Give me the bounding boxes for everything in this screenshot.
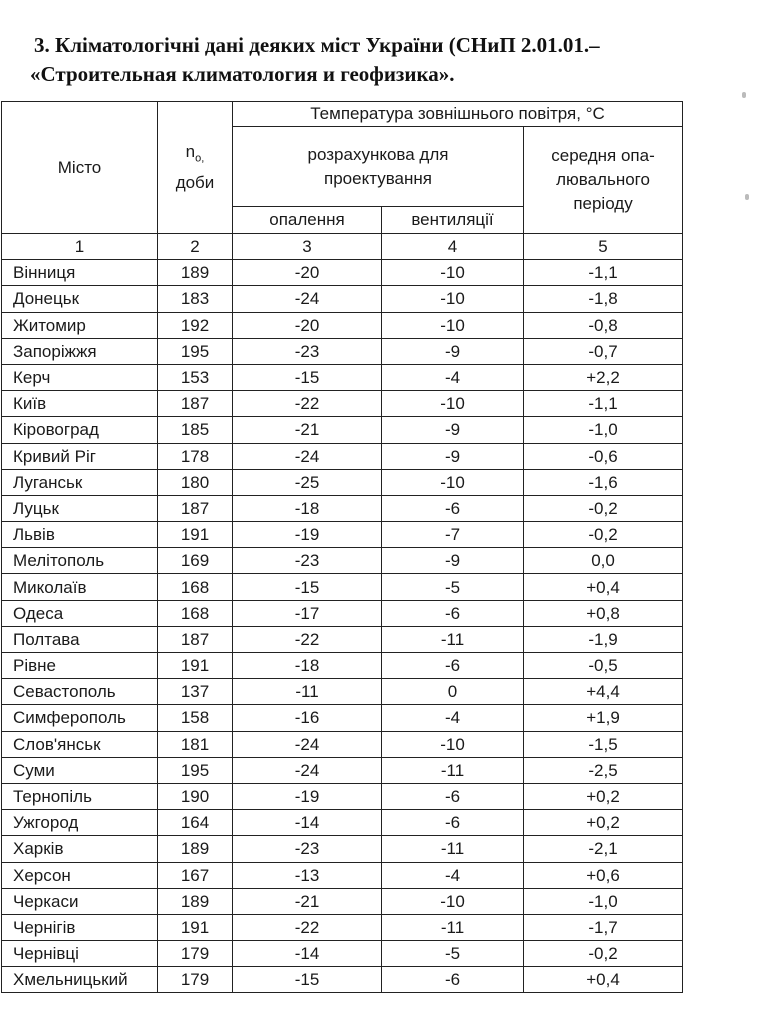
mean-temp-cell: -1,0 xyxy=(524,417,683,443)
heating-temp-cell: -14 xyxy=(233,941,382,967)
header-temperature-group: Температура зовнішнього повітря, °С xyxy=(233,102,683,127)
column-number: 1 xyxy=(2,234,158,260)
table-row xyxy=(2,522,683,548)
heating-days-cell: 164 xyxy=(158,810,233,836)
ventilation-temp-cell: -11 xyxy=(382,757,524,783)
mean-temp-cell: -0,5 xyxy=(524,653,683,679)
heating-days-cell: 191 xyxy=(158,653,233,679)
column-number: 4 xyxy=(382,234,524,260)
city-cell: Херсон xyxy=(2,862,158,888)
heating-days-cell: 190 xyxy=(158,783,233,809)
header-row-1 xyxy=(2,102,683,127)
heating-temp-cell: -11 xyxy=(233,679,382,705)
city-cell: Львів xyxy=(2,522,158,548)
ventilation-temp-cell: -10 xyxy=(382,286,524,312)
table-row xyxy=(2,836,683,862)
heating-days-cell: 195 xyxy=(158,338,233,364)
mean-temp-cell: +2,2 xyxy=(524,364,683,390)
table-row xyxy=(2,626,683,652)
document-heading xyxy=(30,31,730,89)
heating-days-cell: 169 xyxy=(158,548,233,574)
table-body xyxy=(2,102,683,993)
heating-days-cell: 179 xyxy=(158,967,233,993)
heating-temp-cell: -23 xyxy=(233,836,382,862)
climate-data-table xyxy=(1,101,683,993)
ventilation-temp-cell: -10 xyxy=(382,260,524,286)
ventilation-temp-cell: -10 xyxy=(382,469,524,495)
mean-temp-cell: +0,4 xyxy=(524,967,683,993)
heating-temp-cell: -14 xyxy=(233,810,382,836)
heating-days-cell: 180 xyxy=(158,469,233,495)
table-row xyxy=(2,443,683,469)
heating-days-cell: 167 xyxy=(158,862,233,888)
heating-temp-cell: -24 xyxy=(233,286,382,312)
heating-days-cell: 189 xyxy=(158,888,233,914)
header-days xyxy=(158,102,233,234)
heating-temp-cell: -23 xyxy=(233,338,382,364)
scan-speck xyxy=(745,194,749,200)
heating-days-cell: 168 xyxy=(158,574,233,600)
column-number: 3 xyxy=(233,234,382,260)
city-cell: Кіровоград xyxy=(2,417,158,443)
city-cell: Рівне xyxy=(2,653,158,679)
city-cell: Одеса xyxy=(2,600,158,626)
heating-days-cell: 187 xyxy=(158,626,233,652)
city-cell: Севастополь xyxy=(2,679,158,705)
table-row xyxy=(2,757,683,783)
heading-line-2: «Строительная климатология и геофизика». xyxy=(30,62,455,86)
mean-temp-cell: -1,6 xyxy=(524,469,683,495)
table-row xyxy=(2,574,683,600)
heating-temp-cell: -22 xyxy=(233,626,382,652)
scan-speck xyxy=(742,92,746,98)
mean-temp-cell: -2,5 xyxy=(524,757,683,783)
heating-temp-cell: -17 xyxy=(233,600,382,626)
column-number-row xyxy=(2,234,683,260)
mean-temp-cell: +1,9 xyxy=(524,705,683,731)
heating-days-cell: 153 xyxy=(158,364,233,390)
table-row xyxy=(2,810,683,836)
heating-temp-cell: -16 xyxy=(233,705,382,731)
mean-temp-cell: -0,2 xyxy=(524,495,683,521)
table-row xyxy=(2,679,683,705)
table-row xyxy=(2,967,683,993)
header-days-unit: доби xyxy=(175,172,215,192)
ventilation-temp-cell: -11 xyxy=(382,836,524,862)
city-cell: Чернігів xyxy=(2,914,158,940)
heating-temp-cell: -18 xyxy=(233,495,382,521)
ventilation-temp-cell: -9 xyxy=(382,417,524,443)
mean-temp-cell: -0,6 xyxy=(524,443,683,469)
table-row xyxy=(2,312,683,338)
heating-temp-cell: -25 xyxy=(233,469,382,495)
heading-line-1: 3. Кліматологічні дані деяких міст України (СНиП 2.01.01.– xyxy=(34,33,600,57)
header-ventilation: вентиляції xyxy=(382,207,524,234)
city-cell: Кривий Ріг xyxy=(2,443,158,469)
table-row xyxy=(2,260,683,286)
city-cell: Харків xyxy=(2,836,158,862)
city-cell: Тернопіль xyxy=(2,783,158,809)
city-cell: Донецьк xyxy=(2,286,158,312)
table-row xyxy=(2,495,683,521)
city-cell: Симферополь xyxy=(2,705,158,731)
ventilation-temp-cell: -5 xyxy=(382,941,524,967)
ventilation-temp-cell: -4 xyxy=(382,705,524,731)
ventilation-temp-cell: -9 xyxy=(382,338,524,364)
ventilation-temp-cell: -6 xyxy=(382,967,524,993)
heating-days-cell: 187 xyxy=(158,391,233,417)
mean-temp-cell: 0,0 xyxy=(524,548,683,574)
table-row xyxy=(2,653,683,679)
mean-temp-cell: -1,8 xyxy=(524,286,683,312)
city-cell: Луцьк xyxy=(2,495,158,521)
city-cell: Мелітополь xyxy=(2,548,158,574)
ventilation-temp-cell: -6 xyxy=(382,810,524,836)
table-row xyxy=(2,286,683,312)
ventilation-temp-cell: -4 xyxy=(382,862,524,888)
heating-temp-cell: -22 xyxy=(233,914,382,940)
table-row xyxy=(2,364,683,390)
mean-temp-cell: +0,6 xyxy=(524,862,683,888)
mean-temp-cell: -0,2 xyxy=(524,522,683,548)
heating-days-cell: 191 xyxy=(158,914,233,940)
heating-temp-cell: -13 xyxy=(233,862,382,888)
mean-temp-cell: +0,2 xyxy=(524,810,683,836)
ventilation-temp-cell: -9 xyxy=(382,443,524,469)
header-heating: опалення xyxy=(233,207,382,234)
mean-temp-cell: -2,1 xyxy=(524,836,683,862)
heating-days-cell: 185 xyxy=(158,417,233,443)
table-row xyxy=(2,914,683,940)
heating-days-cell: 189 xyxy=(158,836,233,862)
header-heating-period-mean: середня опа-лювального періоду xyxy=(524,127,683,234)
ventilation-temp-cell: -9 xyxy=(382,548,524,574)
heating-temp-cell: -21 xyxy=(233,888,382,914)
heating-days-cell: 179 xyxy=(158,941,233,967)
table-row xyxy=(2,600,683,626)
heating-temp-cell: -20 xyxy=(233,260,382,286)
city-cell: Київ xyxy=(2,391,158,417)
table-row xyxy=(2,731,683,757)
ventilation-temp-cell: -6 xyxy=(382,495,524,521)
mean-temp-cell: -0,8 xyxy=(524,312,683,338)
heating-days-cell: 137 xyxy=(158,679,233,705)
mean-temp-cell: -1,5 xyxy=(524,731,683,757)
ventilation-temp-cell: 0 xyxy=(382,679,524,705)
ventilation-temp-cell: -10 xyxy=(382,888,524,914)
mean-temp-cell: -0,2 xyxy=(524,941,683,967)
city-cell: Вінниця xyxy=(2,260,158,286)
ventilation-temp-cell: -11 xyxy=(382,626,524,652)
city-cell: Луганськ xyxy=(2,469,158,495)
city-cell: Ужгород xyxy=(2,810,158,836)
heating-days-cell: 183 xyxy=(158,286,233,312)
heating-days-cell: 195 xyxy=(158,757,233,783)
column-number: 5 xyxy=(524,234,683,260)
header-design-group: розрахункова для проектування xyxy=(233,127,524,207)
city-cell: Миколаїв xyxy=(2,574,158,600)
header-city: Місто xyxy=(2,102,158,234)
heating-temp-cell: -24 xyxy=(233,731,382,757)
city-cell: Черкаси xyxy=(2,888,158,914)
heating-temp-cell: -19 xyxy=(233,522,382,548)
ventilation-temp-cell: -10 xyxy=(382,731,524,757)
ventilation-temp-cell: -6 xyxy=(382,783,524,809)
heating-days-cell: 192 xyxy=(158,312,233,338)
table-row xyxy=(2,783,683,809)
heating-days-cell: 158 xyxy=(158,705,233,731)
table-row xyxy=(2,941,683,967)
ventilation-temp-cell: -5 xyxy=(382,574,524,600)
ventilation-temp-cell: -7 xyxy=(382,522,524,548)
heating-temp-cell: -24 xyxy=(233,757,382,783)
heating-temp-cell: -24 xyxy=(233,443,382,469)
table-row xyxy=(2,548,683,574)
table-row xyxy=(2,469,683,495)
heating-temp-cell: -15 xyxy=(233,967,382,993)
heating-temp-cell: -20 xyxy=(233,312,382,338)
heating-temp-cell: -23 xyxy=(233,548,382,574)
heating-days-cell: 189 xyxy=(158,260,233,286)
table-row xyxy=(2,888,683,914)
mean-temp-cell: -1,1 xyxy=(524,391,683,417)
heating-days-cell: 178 xyxy=(158,443,233,469)
heating-days-cell: 191 xyxy=(158,522,233,548)
city-cell: Керч xyxy=(2,364,158,390)
mean-temp-cell: +4,4 xyxy=(524,679,683,705)
ventilation-temp-cell: -11 xyxy=(382,914,524,940)
ventilation-temp-cell: -6 xyxy=(382,600,524,626)
ventilation-temp-cell: -4 xyxy=(382,364,524,390)
table-row xyxy=(2,417,683,443)
table-row xyxy=(2,391,683,417)
heating-days-cell: 187 xyxy=(158,495,233,521)
mean-temp-cell: -0,7 xyxy=(524,338,683,364)
heating-days-cell: 181 xyxy=(158,731,233,757)
heating-temp-cell: -19 xyxy=(233,783,382,809)
ventilation-temp-cell: -10 xyxy=(382,312,524,338)
header-days-symbol: $n_{o,}$ xyxy=(185,142,205,165)
mean-temp-cell: -1,7 xyxy=(524,914,683,940)
table-row xyxy=(2,338,683,364)
city-cell: Житомир xyxy=(2,312,158,338)
heating-temp-cell: -21 xyxy=(233,417,382,443)
heating-days-cell: 168 xyxy=(158,600,233,626)
heating-temp-cell: -18 xyxy=(233,653,382,679)
mean-temp-cell: -1,0 xyxy=(524,888,683,914)
city-cell: Хмельницький xyxy=(2,967,158,993)
mean-temp-cell: +0,8 xyxy=(524,600,683,626)
city-cell: Чернівці xyxy=(2,941,158,967)
mean-temp-cell: +0,4 xyxy=(524,574,683,600)
column-number: 2 xyxy=(158,234,233,260)
heating-temp-cell: -15 xyxy=(233,364,382,390)
heating-temp-cell: -15 xyxy=(233,574,382,600)
ventilation-temp-cell: -10 xyxy=(382,391,524,417)
table-row xyxy=(2,862,683,888)
mean-temp-cell: -1,1 xyxy=(524,260,683,286)
city-cell: Полтава xyxy=(2,626,158,652)
city-cell: Запоріжжя xyxy=(2,338,158,364)
ventilation-temp-cell: -6 xyxy=(382,653,524,679)
table-row xyxy=(2,705,683,731)
city-cell: Слов'янськ xyxy=(2,731,158,757)
mean-temp-cell: +0,2 xyxy=(524,783,683,809)
mean-temp-cell: -1,9 xyxy=(524,626,683,652)
city-cell: Суми xyxy=(2,757,158,783)
heating-temp-cell: -22 xyxy=(233,391,382,417)
